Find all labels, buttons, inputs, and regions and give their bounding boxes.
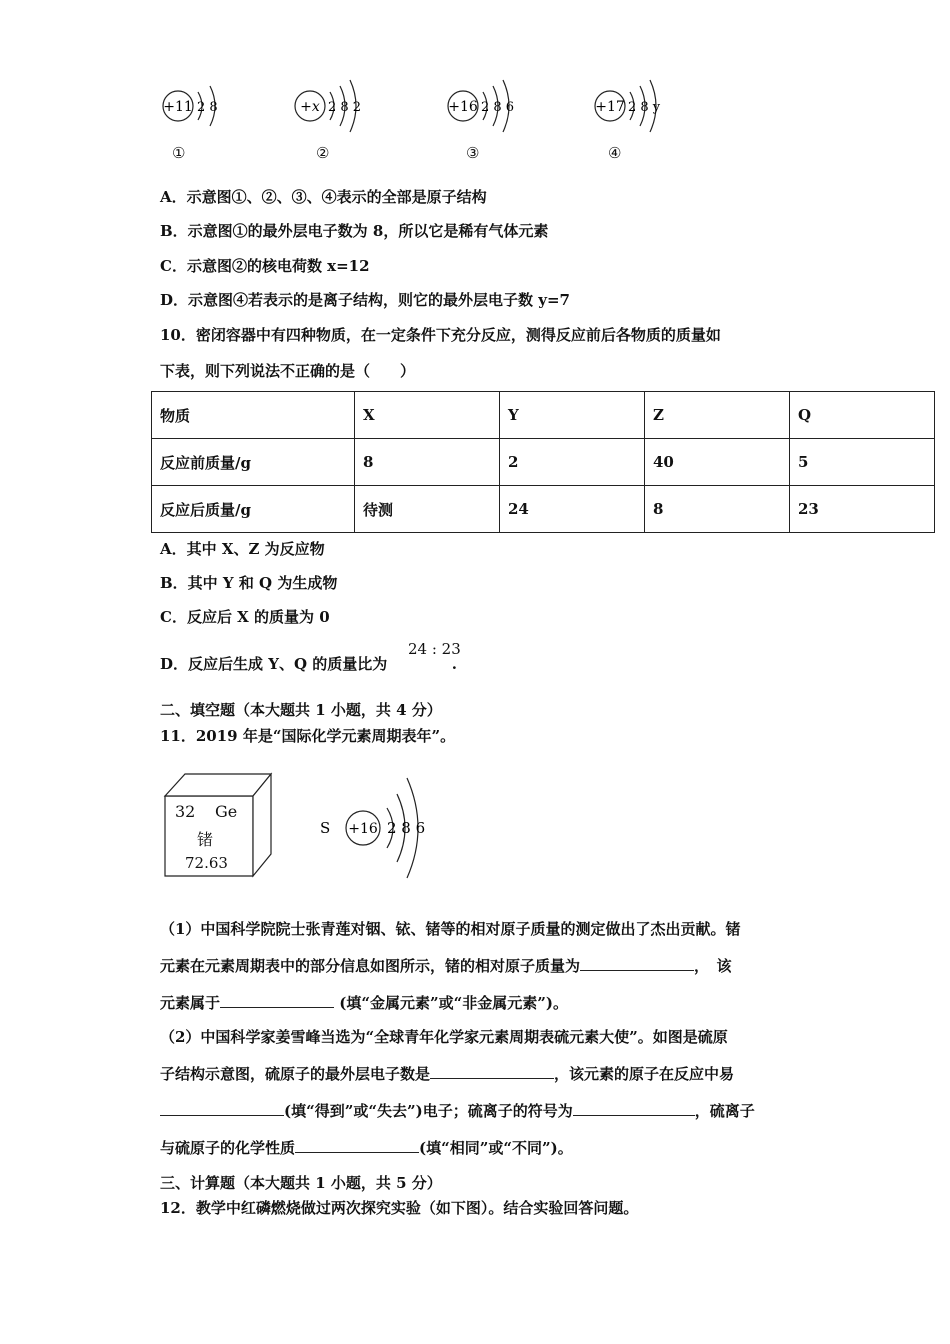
table-row	[152, 439, 935, 486]
atom-diagram-2-graphic	[292, 78, 432, 138]
text-segment: (填“金属元素”或“非金属元素”)。	[334, 994, 568, 1012]
q9-option-b: B．示意图①的最外层电子数为 8，所以它是稀有气体元素	[160, 222, 549, 240]
text-segment: 元素属于	[160, 994, 221, 1012]
q10-option-c: C．反应后 X 的质量为 0	[160, 608, 330, 626]
q11-title: 11．2019 年是“国际化学元素周期表年”。	[160, 727, 456, 745]
q11-part1-line3	[160, 992, 568, 1013]
table-header-row	[152, 392, 935, 439]
table-cell: 24	[500, 486, 645, 533]
table-cell: 待测	[355, 486, 500, 533]
atomic-mass: 72.63	[185, 854, 228, 872]
q12-stem: 12．教学中红磷燃烧做过两次探究实验（如下图）。结合实验回答问题。	[160, 1199, 639, 1217]
q9-option-a: A．示意图①、②、③、④表示的全部是原子结构	[160, 188, 487, 206]
q9-option-d: D．示意图④若表示的是离子结构，则它的最外层电子数 y=7	[160, 291, 570, 309]
atom-diagram-3-graphic	[445, 78, 585, 138]
q10-option-b: B．其中 Y 和 Q 为生成物	[160, 574, 338, 592]
nucleus-label: +x	[300, 99, 320, 115]
text-segment: (填“相同”或“不同”)。	[419, 1139, 573, 1157]
diagram-label-1: ①	[172, 144, 186, 162]
table-cell: 反应前质量/g	[152, 439, 355, 486]
q11-part2-line2	[160, 1063, 734, 1084]
sulfur-symbol: S	[320, 819, 331, 837]
diagram-label-2: ②	[316, 144, 330, 162]
table-cell: 23	[790, 486, 935, 533]
q10-option-d-end: .	[451, 655, 457, 673]
atom-diagram-2	[292, 78, 432, 173]
text-segment: 与硫原子的化学性质	[160, 1139, 296, 1157]
section2-heading: 二、填空题（本大题共 1 小题，共 4 分）	[160, 701, 442, 719]
nucleus-label: +17	[595, 99, 625, 115]
text-segment: 子结构示意图，硫原子的最外层电子数是	[160, 1065, 431, 1083]
q11-part2-line3	[160, 1100, 755, 1121]
text-segment: (填“得到”或“失去”)电子；硫离子的符号为	[284, 1102, 573, 1120]
shell-electrons: 2 8 y	[628, 100, 661, 115]
atom-diagram-4-graphic	[592, 78, 732, 138]
table-cell: Q	[790, 392, 935, 439]
shell-electrons: 2 8 6	[481, 100, 515, 115]
q10-stem-line1: 10．密闭容器中有四种物质，在一定条件下充分反应，测得反应前后各物质的质量如	[160, 326, 721, 344]
table-cell: 物质	[152, 392, 355, 439]
diagram-label-3: ③	[466, 144, 480, 162]
table-cell: X	[355, 392, 500, 439]
atom-diagram-1-graphic	[160, 78, 300, 138]
germanium-element-card	[163, 772, 275, 880]
answer-blank[interactable]	[580, 956, 694, 971]
shell-electrons: 2 8 2	[328, 100, 362, 115]
table-cell: Z	[645, 392, 790, 439]
text-segment: ，该元素的原子在反应中易	[554, 1065, 735, 1083]
text-segment: ， 该	[694, 957, 732, 975]
table-cell: 反应后质量/g	[152, 486, 355, 533]
element-name: 锗	[197, 830, 214, 849]
section3-heading: 三、计算题（本大题共 1 小题，共 5 分）	[160, 1174, 442, 1192]
atomic-number: 32	[175, 802, 196, 821]
q9-option-c: C．示意图②的核电荷数 x=12	[160, 257, 370, 275]
q10-stem-line2: 下表，则下列说法不正确的是（ ）	[160, 362, 416, 380]
table-cell: 2	[500, 439, 645, 486]
sulfur-atom-graphic	[315, 772, 445, 882]
nucleus-label: +11	[163, 99, 193, 115]
shell-electrons: 2 8 6	[387, 819, 426, 837]
answer-blank[interactable]	[220, 993, 334, 1008]
table-cell: 5	[790, 439, 935, 486]
table-cell: 8	[645, 486, 790, 533]
q10-option-d-ratio: 24 : 23	[408, 640, 461, 658]
text-segment: ，硫离子	[694, 1102, 755, 1120]
shell-electrons: 2 8	[197, 100, 218, 115]
q11-part1-line1: （1）中国科学院院士张青莲对铟、铱、锗等的相对原子质量的测定做出了杰出贡献。锗	[160, 920, 741, 938]
q10-option-d-text: D．反应后生成 Y、Q 的质量比为	[160, 655, 388, 673]
answer-blank[interactable]	[430, 1064, 554, 1079]
mass-table	[151, 391, 935, 533]
nucleus-label: +16	[348, 821, 378, 837]
table-cell: Y	[500, 392, 645, 439]
element-symbol: Ge	[215, 802, 238, 821]
table-cell: 40	[645, 439, 790, 486]
q11-part2-line4	[160, 1137, 573, 1158]
text-segment: 元素在元素周期表中的部分信息如图所示，锗的相对原子质量为	[160, 957, 581, 975]
sulfur-atom-diagram	[315, 772, 445, 882]
answer-blank[interactable]	[295, 1138, 419, 1153]
table-row	[152, 486, 935, 533]
nucleus-label: +16	[448, 99, 478, 115]
q10-option-a: A．其中 X、Z 为反应物	[160, 540, 325, 558]
answer-blank[interactable]	[573, 1101, 695, 1116]
diagram-label-4: ④	[608, 144, 622, 162]
q11-part1-line2	[160, 955, 732, 976]
q11-part2-line1: （2）中国科学家姜雪峰当选为“全球青年化学家元素周期表硫元素大使”。如图是硫原	[160, 1028, 728, 1046]
table-cell: 8	[355, 439, 500, 486]
answer-blank[interactable]	[160, 1101, 284, 1116]
